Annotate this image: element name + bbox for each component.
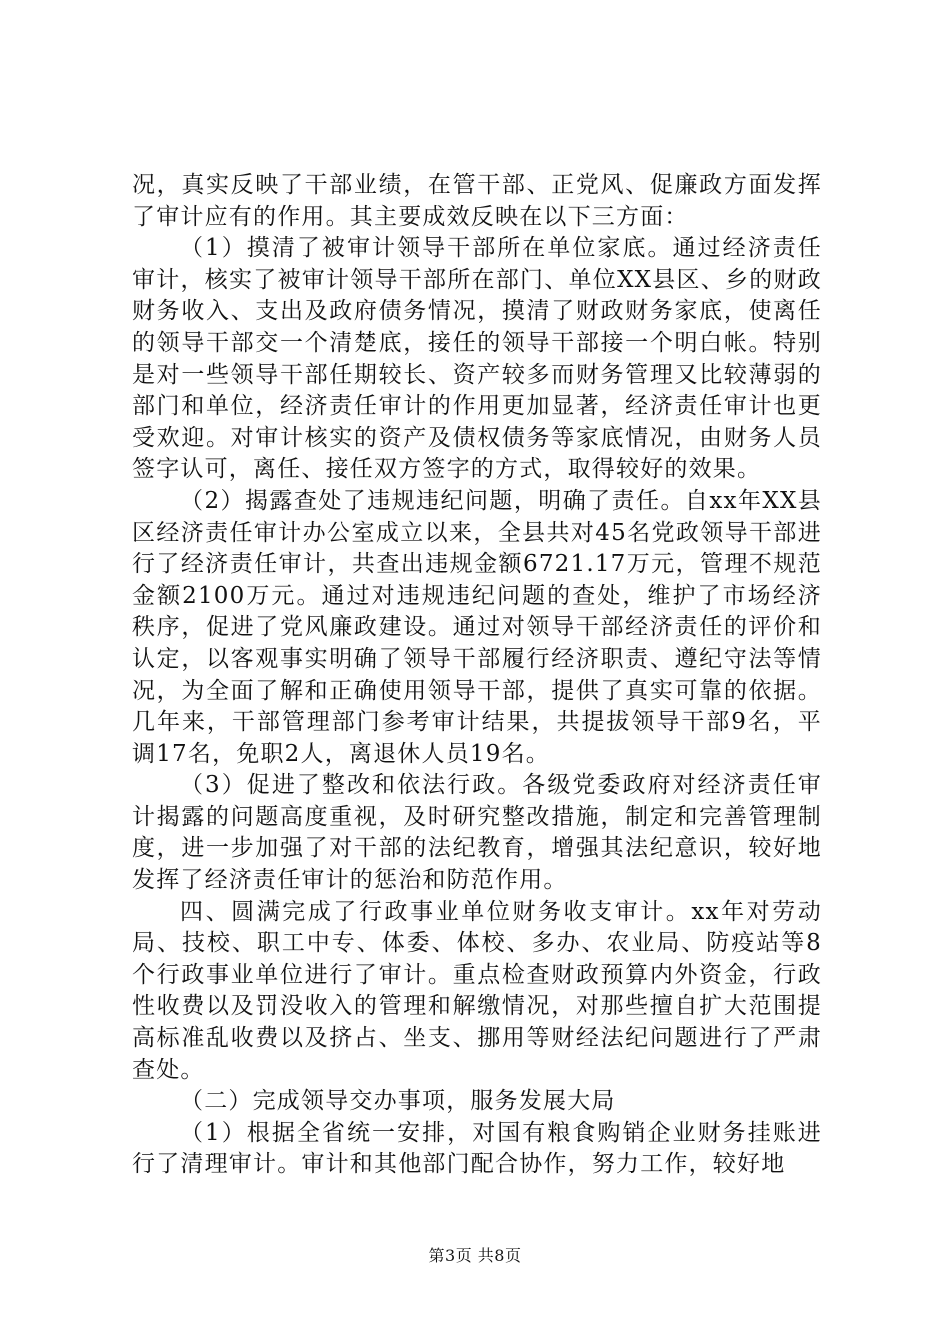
paragraph-grain-audit: （1）根据全省统一安排，对国有粮食购销企业财务挂账进行了清理审计。审计和其他部门配合协作，努力工作，较好地 (132, 1119, 822, 1178)
paragraph-continuation: 况，真实反映了干部业绩，在管干部、正党风、促廉政方面发挥了审计应有的作用。其主要成效反映在以下三方面： (132, 172, 822, 230)
section-heading-two: （二）完成领导交办事项，服务发展大局 (180, 1088, 616, 1115)
page-number-footer: 第3页 共8页 (428, 1246, 522, 1265)
paragraph-item-3-rectification: （3）促进了整改和依法行政。各级党委政府对经济责任审计揭露的问题高度重视，及时研究整改措施，制定和完善管理制度，进一步加强了对干部的法纪教育，增强其法纪意识，较好地发挥了经济责任审计的惩治和防范作用。 (132, 772, 822, 894)
paragraph-item-2-violations: （2）揭露查处了违规违纪问题，明确了责任。自xx年XX县区经济责任审计办公室成立以来，全县共对45名党政领导干部进行了经济责任审计，共查出违规金额6721.17万元，管理不规范金额2100万元。通过对违规违纪问题的查处，维护了市场经济秩序，促进了党风廉政建设。通过对领导干部经济责任的评价和认定，以客观事实明确了领导干部履行经济职责、遵纪守法等情况，为全面了解和正确使用领导干部，提供了真实可靠的依据。几年来，干部管理部门参考审计结果，共提拔领导干部9名，平调17名，免职2人，离退休人员19名。 (132, 487, 822, 767)
document-body (132, 170, 822, 1181)
paragraph-item-1-family-assets: （1）摸清了被审计领导干部所在单位家底。通过经济责任审计，核实了被审计领导干部所在部门、单位XX县区、乡的财政财务收入、支出及政府债务情况，摸清了财政财务家底，使离任的领导干部交一个清楚底，接任的领导干部接一个明白帐。特别是对一些领导干部任期较长、资产较多而财务管理又比较薄弱的部门和单位，经济责任审计的作用更加显著，经济责任审计也更受欢迎。对审计核实的资产及债权债务等家底情况，由财务人员签字认可，离任、接任双方签字的方式，取得较好的效果。 (132, 235, 822, 483)
paragraph-section-four: 四、圆满完成了行政事业单位财务收支审计。xx年对劳动局、技校、职工中专、体委、体校、多办、农业局、防疫站等8个行政事业单位进行了审计。重点检查财政预算内外资金，行政性收费以及罚没收入的管理和解缴情况，对那些擅自扩大范围提高标准乱收费以及挤占、坐支、挪用等财经法纪问题进行了严肃查处。 (132, 898, 822, 1083)
